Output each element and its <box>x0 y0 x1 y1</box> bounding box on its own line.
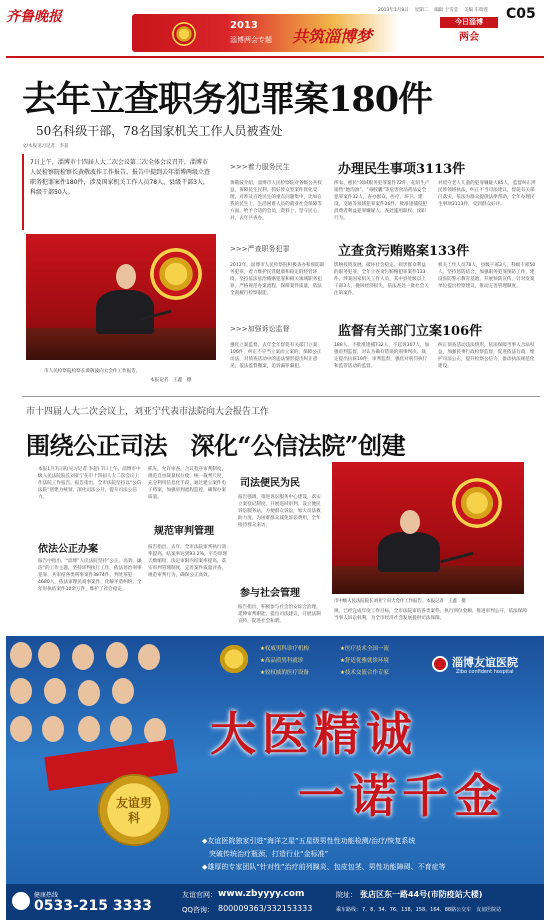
national-emblem-icon <box>172 22 196 46</box>
qq-number: 800009363/332153333 <box>218 904 313 913</box>
story2-photo <box>332 462 524 594</box>
banner-subtitle: 淄博两会专题 <box>230 36 272 44</box>
ad-point-1b: 突破传统治疗瓶颈，打造行业“金标准” <box>202 850 329 858</box>
doctor-portrait <box>110 716 132 742</box>
masthead-rule <box>6 56 544 58</box>
doctor-portrait <box>44 678 66 704</box>
bus-label: 乘车路线： <box>336 907 362 913</box>
speaker-figure <box>378 532 440 572</box>
story2-kicker: 市十四届人大二次会议上，刘亚宁代表市法院向大会报告工作 <box>26 407 270 417</box>
feature-item: ★舒适优雅就诊环境 <box>340 658 389 664</box>
feature-list <box>260 644 420 678</box>
gold-medal <box>98 774 170 846</box>
doctor-portrait <box>42 716 64 742</box>
address-text: 张店区东一路44号(市防疫站大楼) <box>360 890 483 899</box>
page-number: C05 <box>506 6 536 22</box>
date-text: 2013年1月8日 <box>378 8 409 13</box>
microphones <box>440 552 474 564</box>
story2-sub-4-text: 报告指出，积极参与社会治安综合治理，延伸审判职能，提出司法建议，开展法制宣传，促进社会和谐。 <box>238 605 321 624</box>
bus-routes: 7、8、34、76、138、158、164、88路公交车 友谊医院站 <box>362 907 502 913</box>
doctor-portrait <box>10 678 32 704</box>
feature-item: ★高品质男科就诊 <box>260 658 304 664</box>
doctor-portrait <box>78 716 100 742</box>
section-col-3: 对留守老人儿童的犯罪嫌疑人85人，监督纠正涉民涉领域执法，纠正不当司法建议，督促有关部门落实，依法为群众提供法律帮助，全年办理民生事项3113件，受到群众好评。 <box>438 181 536 207</box>
story1-lead: 7日上午，淄博市十四届人大二次会议第二次全体会议召开，淄博市人民检察院检察长黄敬波作工作报告。报告中提到去年淄博两级立查职务犯罪案件180件，涉及国家机关工作人员78人，县级干部3人，科级干部50人。 <box>30 159 211 196</box>
hotline-number: 0533-215 3333 <box>34 898 152 914</box>
hospital-logo-icon <box>432 656 448 672</box>
section-title: 立查贪污贿赂案133件 <box>338 244 470 259</box>
story1-photo-caption: 市人民检察院检察长黄敬波向大会作工作报告。 <box>44 369 141 374</box>
doctor-portrait <box>138 644 160 670</box>
award-badge-icon <box>216 644 252 674</box>
story1-photo-credit: 本报记者 王鑫 摄 <box>150 378 192 383</box>
address-label: 院址： <box>336 891 357 899</box>
speaker-face <box>400 510 420 534</box>
story1-headline: 去年立查职务犯罪案180件 <box>22 79 433 120</box>
banner-year: 2013 <box>230 20 258 31</box>
section-col-3: 纠正侦查活动违法情形，依法保障当事人合法权益，加强民事行政检察监督，促进依法行政，维护司法公正，提升检察公信力，推动执法规范化建设。 <box>438 343 535 369</box>
section-label-top: 今日淄博 <box>440 17 498 28</box>
feature-item: ★较权威的医疗设备 <box>260 670 309 676</box>
feature-item: ★技术交流合作专家 <box>340 670 389 676</box>
ad-footer <box>6 884 544 920</box>
qq-label: QQ咨询： <box>182 906 215 914</box>
phone-icon <box>12 892 30 910</box>
weekday-text: 星期二 <box>414 8 429 13</box>
story1-subheadline: 50名科级干部，78名国家机关工作人员被查处 <box>36 124 283 138</box>
story1-photo <box>26 234 216 360</box>
story-divider <box>22 396 540 397</box>
section-col-3: 机关工作人员78人，县级干部3人，科级干部50人。坚持惩防结合，加强职务犯罪预防工作，建设预防警示教育基地，开展预防宣传，针对发案单位提出检察建议，推动完善管理制度。 <box>438 263 536 289</box>
slogan-line-2: 一诺千金 <box>298 769 506 823</box>
editor-text: 编辑 于雪莹 <box>434 8 459 13</box>
doctor-portrait <box>38 642 60 668</box>
hospital-name: 淄博友谊医院 <box>452 656 518 669</box>
banner-slogan: 共筑淄博梦 <box>292 27 373 46</box>
story2-sub-1: 依法公正办案 <box>38 544 98 555</box>
doctor-portrait <box>78 680 100 706</box>
story2-headline: 围绕公正司法 深化“公信法院”创建 <box>26 431 406 460</box>
hospital-english-name: Zibo confident hospital <box>456 669 514 675</box>
hotline-label: 健康热线 <box>34 892 59 899</box>
feature-item: ★医疗技术全国一流 <box>340 646 389 652</box>
slogan-line-1: 大医精诚 <box>210 707 418 761</box>
section-title: 监督有关部门立案106件 <box>338 324 483 339</box>
section-col-1: 黄敬波介绍，淄博市人民检察院对各级公共权益，保障民生民利，抓好涉众型案件优化受理，对涉及百姓民生的重点问题集中，比如在我的民生上，生活困难人员的就业社会保障等方面，给予合适的会员，资料上，坚守民心，对，去年共查办。 <box>230 181 322 221</box>
story2-sub-4: 参与社会管理 <box>240 588 300 599</box>
story1-section-2 <box>230 238 544 320</box>
website-url[interactable]: www.zbyyyy.com <box>218 889 305 899</box>
masthead <box>0 0 550 56</box>
story2-photo-caption: 市中级人民法院院长刘亚宁向大会作工作报告。本报记者 王鑫 摄 <box>334 599 466 604</box>
newspaper-logo: 齐鲁晚报 <box>6 9 62 25</box>
date-line <box>378 7 488 13</box>
story2-sub-1-text: 报告中指出，“淄博”人民法院坚持“公正、高效、廉洁”的工作主题，坚持审判执行工作，依法惩治刑事犯罪，共审结各类刑事案件3874件，判处罪犯4680人，依法审理民商事案件，化解矛盾纠纷，全年审执结案件10余万件，维护了社会稳定。 <box>38 559 142 592</box>
story1-section-1 <box>230 156 544 240</box>
ad-point-1: ◆友谊医院独家引进“海洋之星”五星级男性性功能检测/治疗/恢复系统 <box>202 837 416 845</box>
session-banner <box>132 14 400 52</box>
story2-right-text: 规，已经完成年度工作目标，全市法院审结各类案件，执行到位金额，推进审判公开，依法保障当事人诉讼权利，为全市经济社会发展提供司法保障。 <box>334 609 527 621</box>
section-kicker: >>>着力服务民生 <box>230 163 290 171</box>
court-emblem-icon <box>452 478 502 528</box>
section-col-2: 涉农、惠民“领域职务犯罪案件72件，起诉生产销售“地沟油”、“毒胶囊”等危害食品药品安全犯罪案件32人，查办群众、医疗、环卫、建设、交通等领域犯罪案件26件，批准逮捕侵犯消费者利益犯罪嫌疑人，查处滥用职权、渎职行为。 <box>334 181 430 221</box>
section-kicker: >>>严查职务犯罪 <box>230 245 290 253</box>
story2-sub-3-text: 报告强调，推进诉讼服务中心建设，落实立案登记制度，开展巡回审判，设立便民诉讼服务站，方便群众诉讼，加大司法救助力度，为困难群众减免诉讼费用，全年接待群众来访。 <box>238 495 321 528</box>
medal-text: 友谊男科 <box>115 796 152 825</box>
story2-lead: 本报1月7日讯(见习记者 李超) 7日上午，淄博市中级人民法院院长刘亚宁在市十四届人大二次会议上作法院工作报告。报告指出，全市法院坚持以“公信法院”创建为统领，深化司法公开，提升司法公信力。 <box>38 467 142 500</box>
section-col-2: 影响投资发展，破坏社会稳定，损害群众利益的职务犯罪，全年立查贪污贿赂犯罪案件133件，涉案国家机关工作人员，其中县处级以上干部3人，挽回经济损失，依法查处一批社会关注的案件。 <box>334 263 429 296</box>
section-col-2: 188人，不批准逮捕732人，不起诉307人，加强审判监督，对认为确有错误的刑事判决、裁定提出抗诉19件，审判监督，强化对刑罚执行和监管活动的监督。 <box>334 343 430 369</box>
feature-item: ★权威男科诊疗机构 <box>260 646 309 652</box>
hospital-ad <box>6 636 544 920</box>
story2-sub-2-text: 报告指出，去年，全市法院审判执行效率提高，结案率达到93.2%，平均审理天数缩短，法定审限内结案率提高，落实审判管理制度，完善案件质量评查，规范审判行为，确保公正高效。 <box>148 545 227 578</box>
doctor-portrait <box>10 642 32 668</box>
section-kicker: >>>加强诉讼监督 <box>230 325 290 333</box>
doctor-portrait <box>106 642 128 668</box>
designer-text: 美编 车瑞莲 <box>464 8 489 13</box>
story1-lead-box <box>22 154 218 230</box>
section-label-bottom: 两会 <box>459 32 479 43</box>
doctor-portrait <box>10 716 32 742</box>
emblem-icon <box>150 248 202 300</box>
section-title: 办理民生事项3113件 <box>338 162 466 177</box>
story2-sub-3: 司法便民为民 <box>240 478 300 489</box>
doctor-portrait <box>112 678 134 704</box>
doctor-portrait <box>72 644 94 670</box>
story1-section-3 <box>230 318 544 390</box>
speaker-face <box>116 264 136 289</box>
ad-point-2: ◆雄厚的专家团队“针对性”治疗前列腺炎、包皮包茎、男性功能障碍、不育症等 <box>202 863 446 871</box>
section-col-1: 2012年，淄博市人民检察院积极查办和预防职务犯罪，着力维护民营健康和稳定的经营环境，坚持依法惩治贿赂犯罪和相关领域职务犯罪，严格规范办案流程，保障案件质量，依法全面履行检察职能。 <box>230 263 325 296</box>
story1-byline: 文/本报见习记者 李超 <box>22 144 69 149</box>
story2-sub-2: 规范审判管理 <box>154 526 214 537</box>
section-col-1: 强化立案监督，去年全年督促有关部门立案106件，纠正不应当立案而立案的，保障公正司法，对侦查活动中的违法情形提出纠正意见，依法监督撤案，追诉漏罪漏犯。 <box>230 343 322 369</box>
story2-col2-top: 抓先，允许审查，合议程序审判制度，规范自由裁量权行使，统一裁判尺度，充分利用信息化手段，通过建立案件电子档案，加强审判流程监控，确保办案质量。 <box>148 467 227 500</box>
website-label: 友谊官网： <box>182 891 217 899</box>
speaker-figure <box>96 290 154 334</box>
